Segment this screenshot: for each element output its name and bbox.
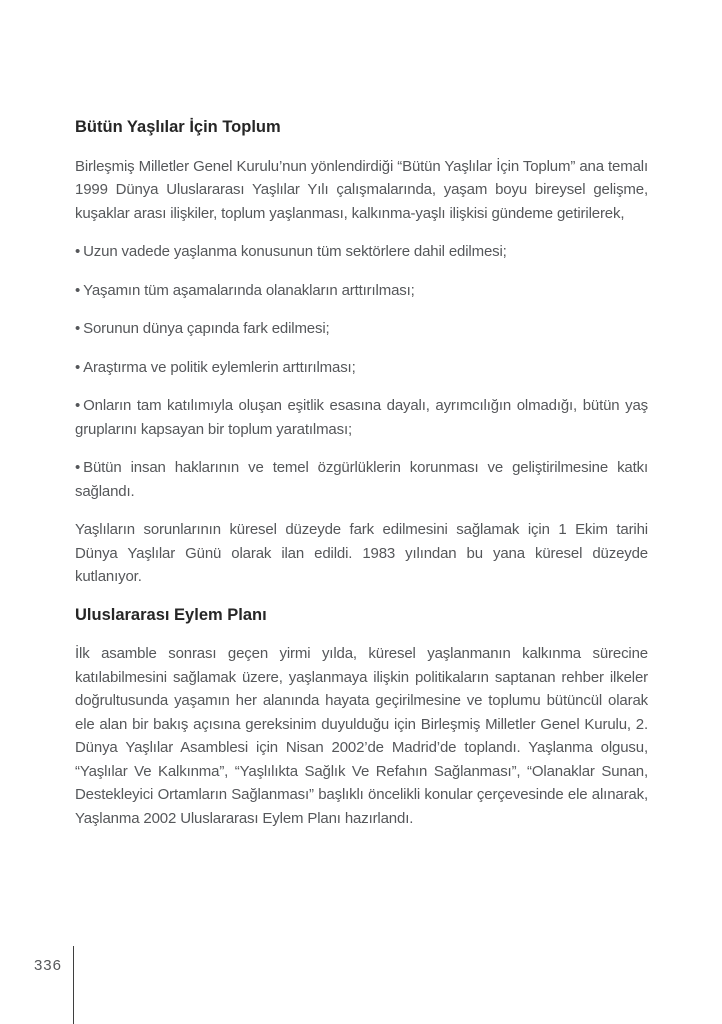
- page-number: 336: [33, 957, 62, 974]
- bullet-item: [75, 317, 648, 341]
- bullet-item: [75, 279, 648, 303]
- bullet-text: Onların tam katılımıyla oluşan eşitlik esasına dayalı, ayrımcılığın olmadığı, bütün yaş gruplarını kapsayan bir toplum yaratılması;: [75, 397, 648, 438]
- bullet-text: Yaşamın tüm aşamalarında olanakların arttırılması;: [83, 281, 415, 299]
- bullet-item: [75, 456, 648, 503]
- bullet-text: Araştırma ve politik eylemlerin arttırılması;: [83, 358, 356, 376]
- paragraph-world-elderly-day: Yaşlıların sorunlarının küresel düzeyde fark edilmesini sağlamak için 1 Ekim tarihi Dünya Yaşlılar Günü olarak ilan edildi. 1983 yılından bu yana küresel düzeyde kutlanıyor.: [75, 521, 648, 585]
- paragraph-intro: Birleşmiş Milletler Genel Kurulu’nun yönlendirdiği “Bütün Yaşlılar İçin Toplum” ana temalı 1999 Dünya Uluslararası Yaşlılar Yılı çalışmalarında, yaşam boyu bireysel gelişme, kuşaklar arası ilişkiler, toplum yaşlanması, kalkınma-yaşlı ilişkisi gündeme getirilerek,: [75, 157, 648, 222]
- bullet-text: Sorunun dünya çapında fark edilmesi;: [83, 320, 330, 337]
- text-block: [75, 116, 648, 830]
- bullet-icon: •: [75, 243, 81, 260]
- bullet-icon: •: [75, 320, 81, 337]
- bullet-icon: •: [75, 459, 81, 476]
- bullet-item: [75, 356, 648, 380]
- section-heading-international-action-plan: Uluslararası Eylem Planı: [75, 605, 267, 624]
- footer-vertical-rule: [73, 946, 74, 1024]
- bullet-icon: •: [75, 281, 81, 299]
- bullet-icon: •: [75, 397, 81, 414]
- bullet-text: Bütün insan haklarının ve temel özgürlüklerin korunması ve geliştirilmesine katkı sağlandı.: [75, 459, 648, 500]
- paragraph-madrid-assembly: İlk asamble sonrası geçen yirmi yılda, küresel yaşlanmanın kalkınma sürecine katılabilmesini sağlamak üzere, yaşlanmaya ilişkin politikaların saptanan rehber ilkeler doğrultusunda yaşamın her alanında hayata geçirilmesine ve toplumu bütüncül olarak ele alan bir bakış açısına gereksinim duyulduğu için Birleşmiş Milletler Genel Kurulu, 2. Dünya Yaşlılar Asamblesi için Nisan 2002’de Madrid’de toplandı. Yaşlanma olgusu, “Yaşlılar Ve Kalkınma”, “Yaşlılıkta Sağlık Ve Refahın Sağlanması”, “Olanaklar Sunan, Destekleyici Ortamların Sağlanması” başlıklı öncelikli konular çerçevesinde ele alınarak, Yaşlanma 2002 Uluslararası Eylem Planı hazırlandı.: [75, 645, 648, 827]
- bullet-item: [75, 394, 648, 441]
- bullet-icon: •: [75, 358, 81, 376]
- section-heading-society-for-all-ages: Bütün Yaşlılar İçin Toplum: [75, 118, 281, 136]
- bullet-text: Uzun vadede yaşlanma konusunun tüm sektörlere dahil edilmesi;: [83, 243, 507, 260]
- bullet-item: [75, 240, 648, 264]
